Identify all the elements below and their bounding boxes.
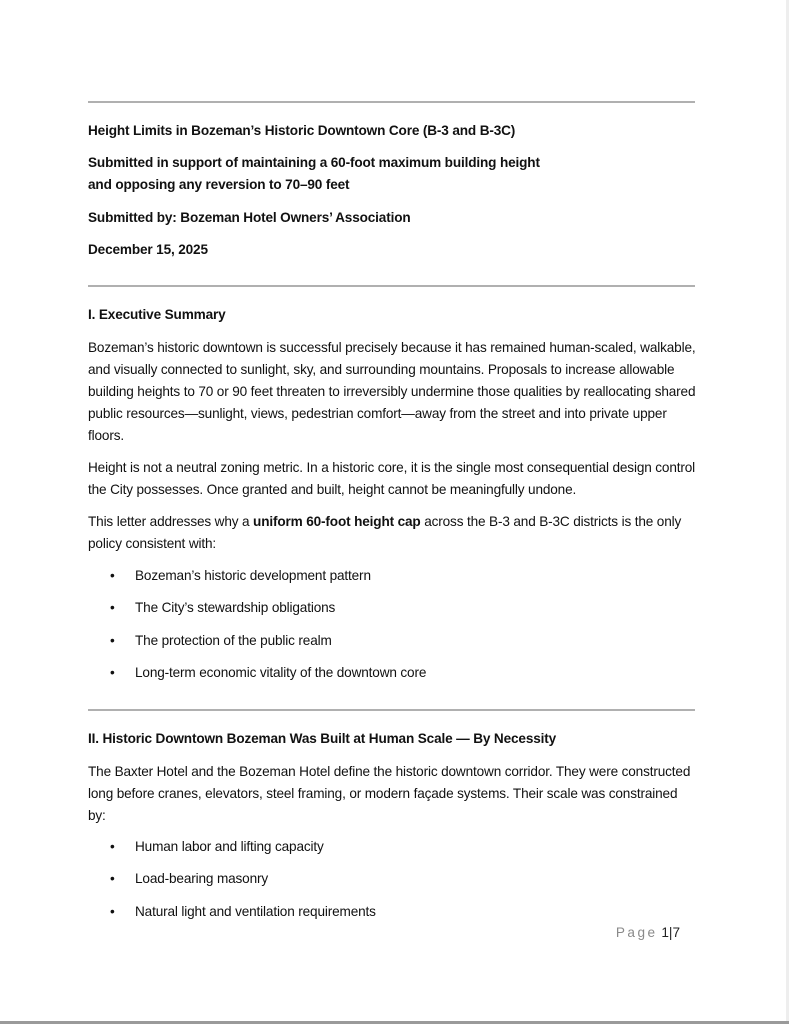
para3-text-post: across the B-3 and B-3C districts is the only policy consistent with: [88,514,682,551]
page-separator: | [668,925,673,940]
section1-paragraph-1: Bozeman’s historic downtown is successful precisely because it has remained human-scaled, walkable, and visually connected to sunlight, sky, and surrounding mountains. Proposals to increase allowable building heights to 70 or 90 feet threaten to irreversibly undermine those qualities by reallocating shared public resources—sunlight, views, pedestrian comfort—away from the street and into private upper floors. [88,340,696,443]
divider-top [88,101,695,103]
bullet-icon: • [110,839,115,854]
para3-emphasis: uniform 60-foot height cap [253,514,421,529]
page-total: 7 [672,925,680,940]
document-date: December 15, 2025 [88,242,208,257]
document-title: Height Limits in Bozeman’s Historic Downtown Core (B-3 and B-3C) [88,123,516,138]
submitted-by: Submitted by: Bozeman Hotel Owners’ Association [88,210,411,225]
divider-section2 [88,709,695,711]
page-current: 1 [661,925,669,940]
bullet-icon: • [110,904,115,919]
section2-heading: II. Historic Downtown Bozeman Was Built at Human Scale — By Necessity [88,731,557,746]
para3-text-pre: This letter addresses why a [88,514,254,529]
section1-heading: I. Executive Summary [88,307,226,322]
support-line-2: and opposing any reversion to 70–90 feet [88,177,350,192]
bullet-icon: • [110,665,115,680]
page-label: Page [615,925,658,940]
bullet-icon: • [110,568,115,583]
section1-paragraph-3 [88,511,698,555]
page-number [510,925,680,940]
divider-section1 [88,285,695,287]
support-line-1: Submitted in support of maintaining a 60-foot maximum building height [88,155,540,170]
section1-paragraph-2: Height is not a neutral zoning metric. In a historic core, it is the single most consequential design control the City possesses. Once granted and built, height cannot be meaningfully undone. [88,460,696,497]
bullet-icon: • [110,633,115,648]
bullet-icon: • [110,871,115,886]
section2-paragraph-1: The Baxter Hotel and the Bozeman Hotel define the historic downtown corridor. They were constructed long before cranes, elevators, steel framing, or modern façade systems. Their scale was constrained by: [88,764,691,823]
bullet-icon: • [110,600,115,615]
